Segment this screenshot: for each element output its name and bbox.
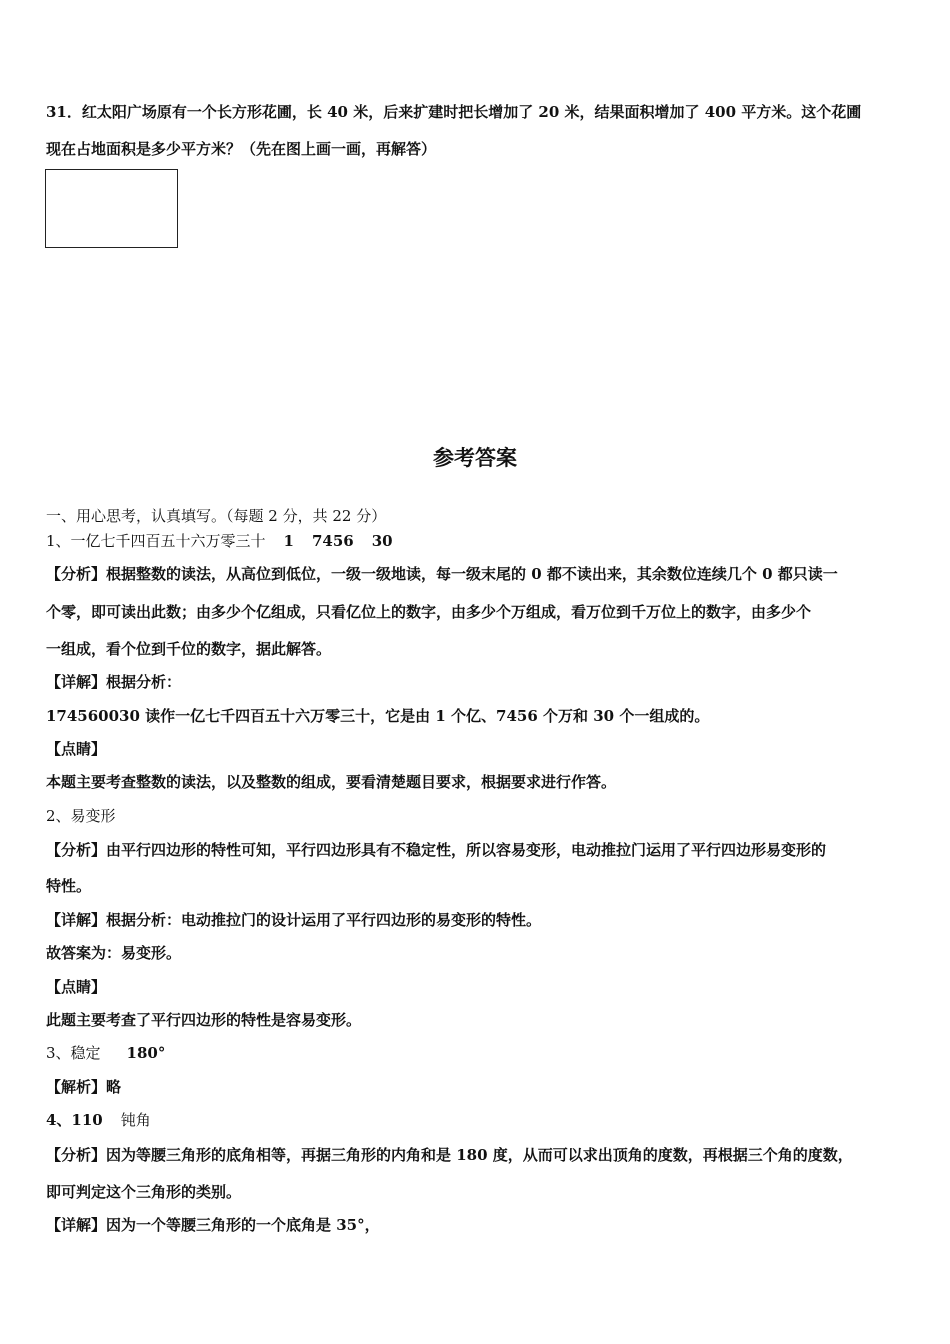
answer-3-analysis: 【解析】略: [46, 1078, 122, 1096]
answer-4-label: 4、110: [46, 1111, 103, 1129]
answer-1-comment-2: 本题主要考查整数的读法，以及整数的组成，要看清楚题目要求，根据要求进行作答。: [46, 773, 617, 791]
answer-2-head: 2、易变形: [46, 807, 116, 825]
answer-title: 参考答案: [433, 446, 517, 470]
answer-1-head: [46, 531, 910, 551]
answer-4-detail: 【详解】因为一个等腰三角形的一个底角是 35°，: [46, 1216, 380, 1234]
answer-2-answer: 故答案为：易变形。: [46, 944, 182, 962]
answer-1-detail: 【详解】根据分析：: [46, 673, 182, 691]
answer-1-analysis-3: 一组成，看个位到千位的数字，据此解答。: [46, 640, 332, 658]
answer-1-comment: 【点睛】: [46, 740, 107, 758]
answer-2-analysis-2: 特性。: [46, 877, 92, 895]
answer-1-detail-2: 174560030 读作一亿七千四百五十六万零三十，它是由 1 个亿、7456 个万和 30 个一组成的。: [46, 707, 710, 725]
answer-1-analysis-2: 个零，即可读出此数；由多少个亿组成，只看亿位上的数字，由多少个万组成，看万位到千万位上的数字，由多少个: [46, 603, 812, 621]
answer-1-value-3: 30: [371, 532, 393, 550]
answer-2-comment: 【点睛】: [46, 978, 107, 996]
answer-1-reading: 1、一亿七千四百五十六万零三十: [46, 532, 266, 550]
answer-1-analysis-1: 【分析】根据整数的读法，从高位到低位，一级一级地读，每一级末尾的 0 都不读出来，其余数位连续几个 0 都只读一: [46, 565, 838, 583]
garden-rectangle-figure: [45, 169, 178, 248]
answer-1-value-1: 1: [283, 532, 294, 550]
answer-2-detail: 【详解】根据分析：电动推拉门的设计运用了平行四边形的易变形的特性。: [46, 911, 542, 929]
answer-4-analysis-2: 即可判定这个三角形的类别。: [46, 1183, 242, 1201]
answer-4-value: 钝角: [120, 1111, 151, 1129]
question-31-line-1: 31．红太阳广场原有一个长方形花圃，长 40 米，后来扩建时把长增加了 20 米，结果面积增加了 400 平方米。这个花圃: [46, 103, 862, 121]
answer-2-analysis-1: 【分析】由平行四边形的特性可知，平行四边形具有不稳定性，所以容易变形，电动推拉门运用了平行四边形易变形的: [46, 841, 827, 859]
answer-3-head: [46, 1043, 910, 1063]
section-1-heading: 一、用心思考，认真填写。（每题 2 分，共 22 分）: [46, 507, 387, 525]
answer-2-comment-2: 此题主要考查了平行四边形的特性是容易变形。: [46, 1011, 362, 1029]
answer-3-value: 180°: [126, 1044, 166, 1062]
answer-3-label: 3、稳定: [46, 1044, 101, 1062]
answer-4-head: [46, 1110, 910, 1130]
question-31-line-2: 现在占地面积是多少平方米？（先在图上画一画，再解答）: [46, 140, 437, 158]
answer-4-analysis-1: 【分析】因为等腰三角形的底角相等，再据三角形的内角和是 180 度，从而可以求出顶角的度数，再根据三个角的度数，: [46, 1146, 853, 1164]
answer-1-value-2: 7456: [311, 532, 354, 550]
